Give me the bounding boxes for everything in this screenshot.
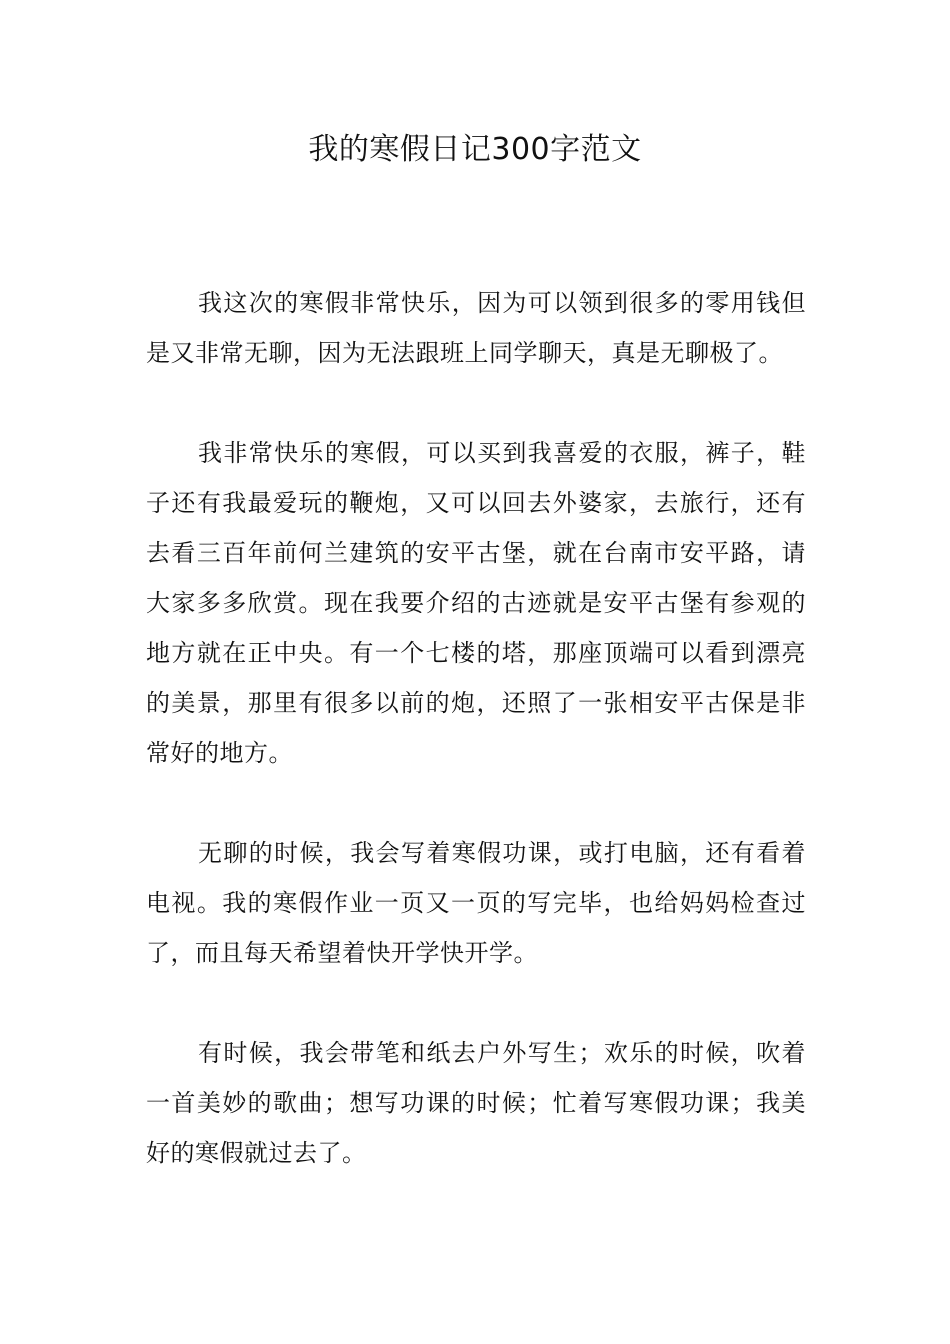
document-body bbox=[146, 278, 806, 1228]
document-title: 我的寒假日记300字范文 bbox=[308, 132, 642, 167]
paragraph-1: 我这次的寒假非常快乐，因为可以领到很多的零用钱但是又非常无聊，因为无法跟班上同学聊天，真是无聊极了。 bbox=[146, 289, 806, 367]
paragraph-4: 有时候，我会带笔和纸去户外写生；欢乐的时候，吹着一首美妙的歌曲；想写功课的时候；忙着写寒假功课；我美好的寒假就过去了。 bbox=[146, 1039, 806, 1167]
paragraph-3: 无聊的时候，我会写着寒假功课，或打电脑，还有看着电视。我的寒假作业一页又一页的写完毕，也给妈妈检查过了，而且每天希望着快开学快开学。 bbox=[146, 839, 806, 967]
paragraph-2: 我非常快乐的寒假，可以买到我喜爱的衣服，裤子，鞋子还有我最爱玩的鞭炮，又可以回去外婆家，去旅行，还有去看三百年前何兰建筑的安平古堡，就在台南市安平路，请大家多多欣赏。现在我要介绍的古迹就是安平古堡有参观的地方就在正中央。有一个七楼的塔，那座顶端可以看到漂亮的美景，那里有很多以前的炮，还照了一张相安平古保是非常好的地方。 bbox=[146, 439, 806, 767]
